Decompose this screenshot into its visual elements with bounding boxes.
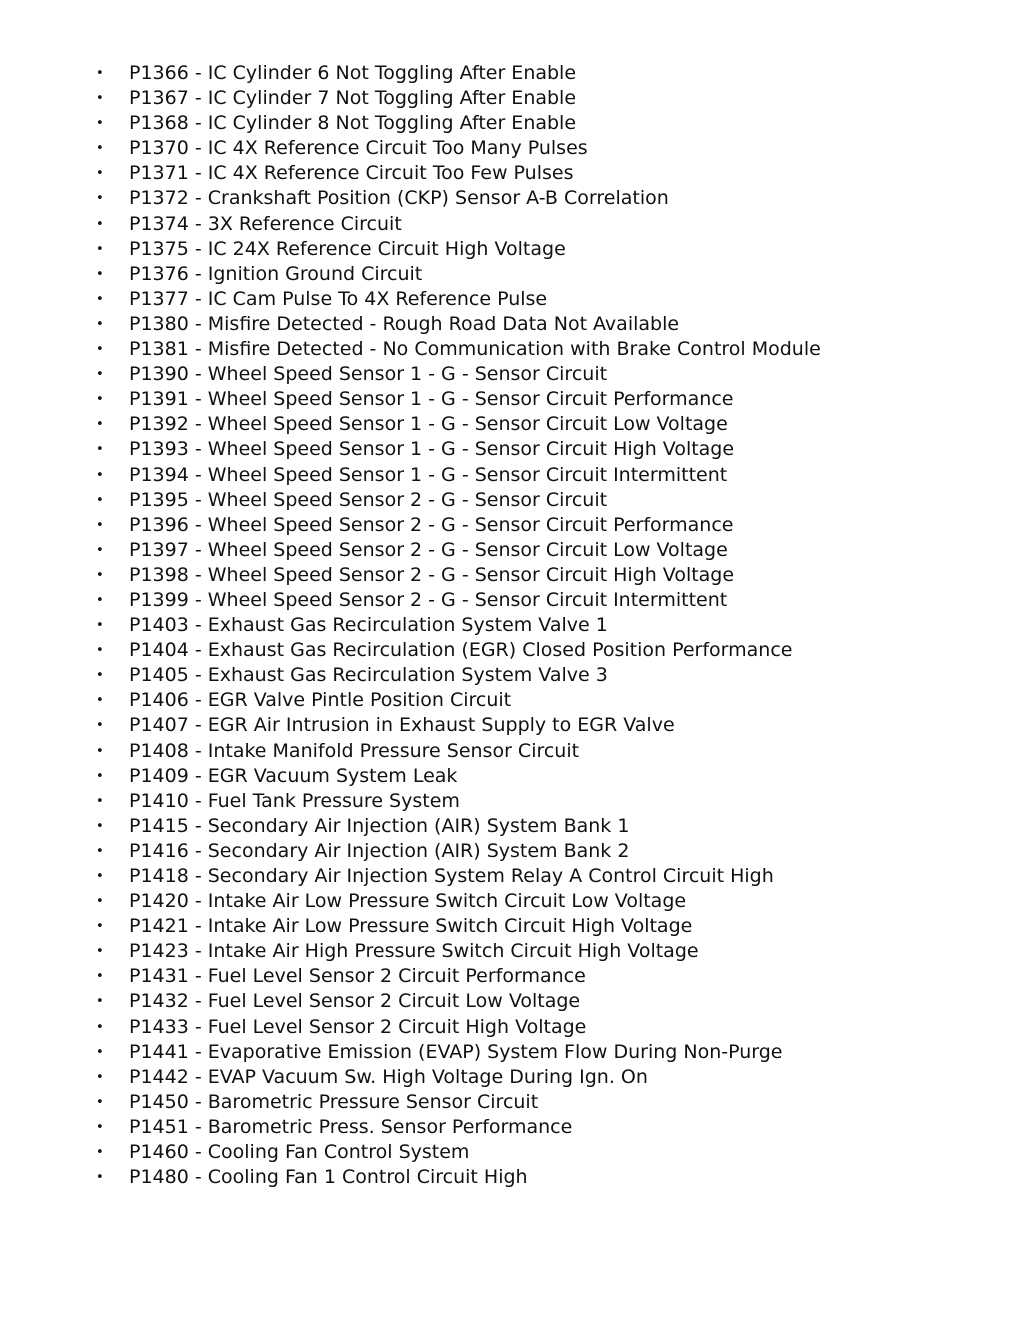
- bullet-icon: •: [96, 743, 104, 759]
- list-item: [96, 563, 996, 588]
- bullet-icon: •: [96, 643, 104, 659]
- list-item-text: P1397 - Wheel Speed Sensor 2 - G - Sensor Circuit Low Voltage: [129, 538, 728, 561]
- list-item-text: P1390 - Wheel Speed Sensor 1 - G - Sensor Circuit: [129, 363, 608, 386]
- bullet-icon: •: [96, 843, 104, 859]
- list-item: [96, 362, 996, 387]
- list-item: [96, 764, 996, 789]
- list-item: [96, 864, 996, 889]
- list-item: [96, 262, 996, 287]
- list-item: [96, 613, 996, 638]
- list-item-text: P1370 - IC 4X Reference Circuit Too Many Pulses: [129, 137, 588, 160]
- list-item: [96, 814, 996, 839]
- list-item: [96, 1115, 996, 1140]
- bullet-icon: •: [96, 894, 104, 910]
- list-item: [96, 186, 996, 211]
- list-item-text: P1480 - Cooling Fan 1 Control Circuit High: [129, 1166, 528, 1189]
- list-item: [96, 463, 996, 488]
- bullet-icon: •: [96, 517, 104, 533]
- bullet-icon: •: [96, 718, 104, 734]
- list-item-text: P1410 - Fuel Tank Pressure System: [129, 789, 460, 812]
- list-item-text: P1367 - IC Cylinder 7 Not Toggling After Enable: [129, 87, 577, 110]
- bullet-icon: •: [96, 944, 104, 960]
- list-item-text: P1377 - IC Cam Pulse To 4X Reference Pulse: [129, 287, 548, 310]
- bullet-icon: •: [96, 492, 104, 508]
- list-item-text: P1375 - IC 24X Reference Circuit High Voltage: [129, 237, 566, 260]
- list-item-text: P1391 - Wheel Speed Sensor 1 - G - Sensor Circuit Performance: [129, 388, 734, 411]
- list-item-text: P1376 - Ignition Ground Circuit: [129, 262, 423, 285]
- bullet-icon: •: [96, 1170, 104, 1186]
- bullet-icon: •: [96, 1145, 104, 1161]
- bullet-icon: •: [96, 342, 104, 358]
- bullet-icon: •: [96, 166, 104, 182]
- bullet-icon: •: [96, 442, 104, 458]
- list-item-text: P1409 - EGR Vacuum System Leak: [129, 764, 458, 787]
- bullet-icon: •: [96, 1119, 104, 1135]
- bullet-icon: •: [96, 1094, 104, 1110]
- list-item-text: P1450 - Barometric Pressure Sensor Circuit: [129, 1090, 539, 1113]
- list-item: [96, 939, 996, 964]
- bullet-icon: •: [96, 266, 104, 282]
- list-item-text: P1396 - Wheel Speed Sensor 2 - G - Sensor Circuit Performance: [129, 513, 734, 536]
- list-item: [96, 1015, 996, 1040]
- list-item: [96, 839, 996, 864]
- list-item-text: P1451 - Barometric Press. Sensor Performance: [129, 1115, 573, 1138]
- list-item: [96, 713, 996, 738]
- list-item-text: P1399 - Wheel Speed Sensor 2 - G - Sensor Circuit Intermittent: [129, 588, 728, 611]
- bullet-icon: •: [96, 392, 104, 408]
- bullet-icon: •: [96, 417, 104, 433]
- list-item-text: P1442 - EVAP Vacuum Sw. High Voltage During Ign. On: [129, 1065, 648, 1088]
- list-item: [96, 86, 996, 111]
- list-item: [96, 136, 996, 161]
- list-item-text: P1407 - EGR Air Intrusion in Exhaust Supply to EGR Valve: [129, 714, 675, 737]
- list-item-text: P1432 - Fuel Level Sensor 2 Circuit Low Voltage: [129, 990, 581, 1013]
- bullet-icon: •: [96, 291, 104, 307]
- bullet-icon: •: [96, 969, 104, 985]
- list-item: [96, 663, 996, 688]
- list-item: [96, 488, 996, 513]
- bullet-icon: •: [96, 567, 104, 583]
- list-item-text: P1415 - Secondary Air Injection (AIR) System Bank 1: [129, 814, 630, 837]
- list-item-text: P1395 - Wheel Speed Sensor 2 - G - Sensor Circuit: [129, 488, 608, 511]
- bullet-icon: •: [96, 592, 104, 608]
- list-item: [96, 111, 996, 136]
- bullet-icon: •: [96, 467, 104, 483]
- list-item: [96, 61, 996, 86]
- list-item-text: P1421 - Intake Air Low Pressure Switch Circuit High Voltage: [129, 915, 693, 938]
- bullet-icon: •: [96, 116, 104, 132]
- list-item: [96, 889, 996, 914]
- bullet-icon: •: [96, 994, 104, 1010]
- list-item: [96, 638, 996, 663]
- bullet-icon: •: [96, 869, 104, 884]
- list-item-text: P1403 - Exhaust Gas Recirculation System Valve 1: [129, 614, 608, 637]
- list-item-text: P1366 - IC Cylinder 6 Not Toggling After Enable: [129, 62, 577, 84]
- list-item-text: P1380 - Misfire Detected - Rough Road Data Not Available: [129, 312, 680, 335]
- list-item: [96, 789, 996, 814]
- bullet-icon: •: [96, 542, 104, 558]
- list-item: [96, 989, 996, 1014]
- bullet-icon: •: [96, 693, 104, 709]
- list-item: [96, 1165, 996, 1190]
- list-item-text: P1423 - Intake Air High Pressure Switch Circuit High Voltage: [129, 940, 699, 963]
- list-item: [96, 387, 996, 412]
- list-item-text: P1371 - IC 4X Reference Circuit Too Few Pulses: [129, 162, 574, 185]
- list-item: [96, 337, 996, 362]
- bullet-icon: •: [96, 91, 104, 107]
- bullet-icon: •: [96, 141, 104, 157]
- list-item-text: P1381 - Misfire Detected - No Communication with Brake Control Module: [129, 338, 821, 361]
- list-item: [96, 312, 996, 337]
- bullet-icon: •: [96, 1019, 104, 1035]
- dtc-code-list: [96, 61, 996, 1190]
- bullet-icon: •: [96, 191, 104, 207]
- list-item: [96, 161, 996, 186]
- list-item: [96, 914, 996, 939]
- list-item: [96, 1065, 996, 1090]
- list-item-text: P1405 - Exhaust Gas Recirculation System Valve 3: [129, 664, 608, 687]
- list-item-text: P1416 - Secondary Air Injection (AIR) System Bank 2: [129, 839, 630, 862]
- list-item: [96, 964, 996, 989]
- list-item-text: P1368 - IC Cylinder 8 Not Toggling After Enable: [129, 112, 577, 135]
- bullet-icon: •: [96, 66, 104, 81]
- list-item: [96, 412, 996, 437]
- bullet-icon: •: [96, 793, 104, 809]
- list-item-text: P1398 - Wheel Speed Sensor 2 - G - Sensor Circuit High Voltage: [129, 563, 735, 586]
- list-item: [96, 538, 996, 563]
- list-item: [96, 1090, 996, 1115]
- list-item-text: P1372 - Crankshaft Position (CKP) Sensor A-B Correlation: [129, 187, 669, 210]
- list-item: [96, 513, 996, 538]
- list-item-text: P1431 - Fuel Level Sensor 2 Circuit Performance: [129, 965, 586, 988]
- bullet-icon: •: [96, 316, 104, 332]
- bullet-icon: •: [96, 1069, 104, 1085]
- list-item: [96, 739, 996, 764]
- list-item: [96, 212, 996, 237]
- bullet-icon: •: [96, 618, 104, 634]
- list-item-text: P1393 - Wheel Speed Sensor 1 - G - Sensor Circuit High Voltage: [129, 438, 735, 461]
- list-item-text: P1394 - Wheel Speed Sensor 1 - G - Sensor Circuit Intermittent: [129, 463, 728, 486]
- list-item-text: P1406 - EGR Valve Pintle Position Circuit: [129, 689, 512, 712]
- bullet-icon: •: [96, 1044, 104, 1060]
- list-item-text: P1404 - Exhaust Gas Recirculation (EGR) Closed Position Performance: [129, 639, 793, 662]
- list-item: [96, 437, 996, 462]
- bullet-icon: •: [96, 818, 104, 834]
- bullet-icon: •: [96, 668, 104, 684]
- bullet-icon: •: [96, 919, 104, 935]
- list-item-text: P1460 - Cooling Fan Control System: [129, 1141, 470, 1164]
- bullet-icon: •: [96, 241, 104, 257]
- bullet-icon: •: [96, 216, 104, 232]
- list-item-text: P1433 - Fuel Level Sensor 2 Circuit High Voltage: [129, 1015, 587, 1038]
- list-item: [96, 287, 996, 312]
- list-item: [96, 1140, 996, 1165]
- list-item-text: P1392 - Wheel Speed Sensor 1 - G - Sensor Circuit Low Voltage: [129, 413, 728, 436]
- list-item: [96, 1040, 996, 1065]
- bullet-icon: •: [96, 768, 104, 784]
- list-item-text: P1420 - Intake Air Low Pressure Switch Circuit Low Voltage: [129, 890, 687, 913]
- list-item-text: P1408 - Intake Manifold Pressure Sensor Circuit: [129, 739, 580, 762]
- list-item: [96, 588, 996, 613]
- list-item: [96, 688, 996, 713]
- list-item-text: P1374 - 3X Reference Circuit: [129, 212, 402, 235]
- list-item-text: P1418 - Secondary Air Injection System Relay A Control Circuit High: [129, 865, 774, 887]
- list-item: [96, 237, 996, 262]
- bullet-icon: •: [96, 367, 104, 383]
- list-item-text: P1441 - Evaporative Emission (EVAP) System Flow During Non-Purge: [129, 1040, 783, 1063]
